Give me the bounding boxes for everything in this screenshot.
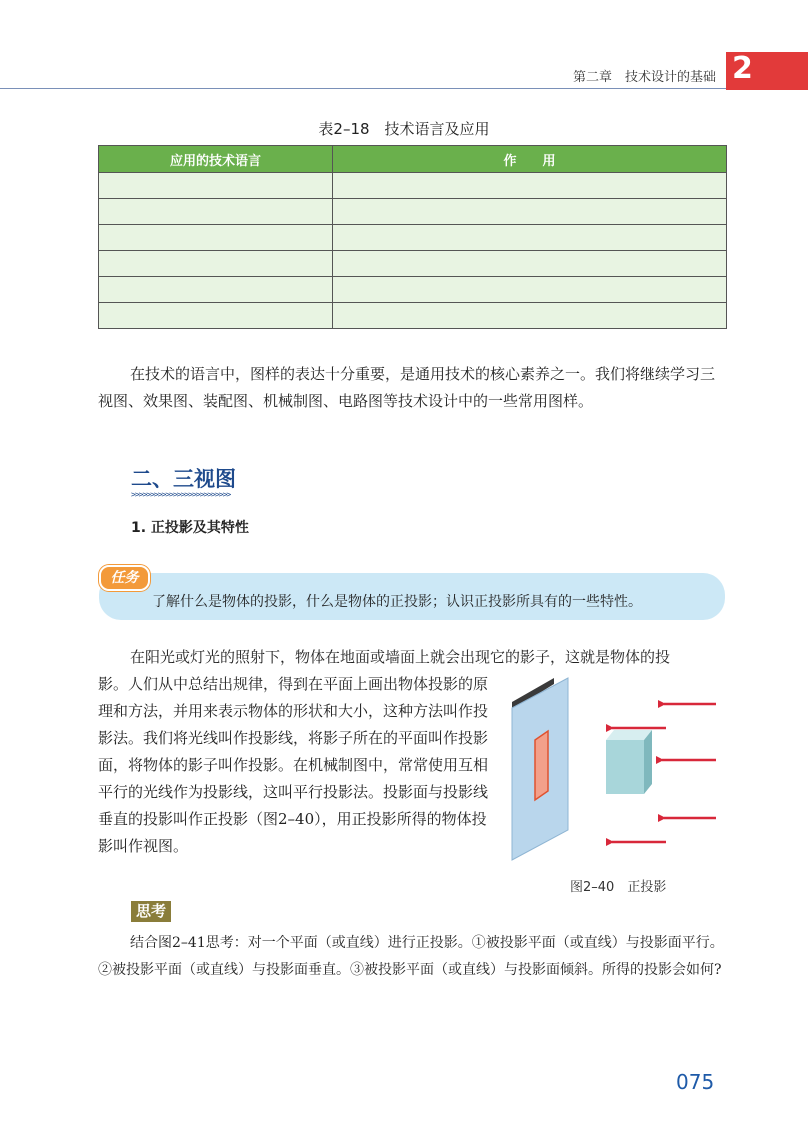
table-cell [99, 199, 333, 225]
projection-paragraph-first-line: 在阳光或灯光的照射下，物体在地面或墙面上就会出现它的影子，这就是物体的投 [130, 648, 671, 666]
section-title: 二、三视图 [131, 467, 236, 491]
cube-right [644, 730, 652, 794]
table-row [99, 251, 727, 277]
intro-paragraph: 在技术的语言中，图样的表达十分重要，是通用技术的核心素养之一。我们将继续学习三视图、效果图、装配图、机械制图、电路图等技术设计中的一些常用图样。 [98, 365, 716, 410]
task-badge: 任务 [99, 565, 150, 591]
table-cell [333, 251, 727, 277]
page-number: 075 [676, 1070, 715, 1094]
table-cell [333, 173, 727, 199]
tech-language-table [98, 145, 727, 329]
cube-top [606, 730, 652, 740]
table-row [99, 225, 727, 251]
header-usage: 作 用 [333, 146, 727, 173]
chapter-number: 2 [732, 51, 753, 86]
table-cell [99, 303, 333, 329]
table-row [99, 303, 727, 329]
table-cell [99, 225, 333, 251]
table-header-row [99, 146, 727, 173]
projection-shadow [535, 731, 548, 800]
projection-paragraph: 影。人们从中总结出规律，得到在平面上画出物体投影的原理和方法，并用来表示物体的形状和大小，这种方法叫作投影法。我们将光线叫作投影线，将影子所在的平面叫作投影面，将物体的影子叫作投影。在机械制图中，常常使用互相平行的光线作为投影线，这叫平行投影法。投影面与投影线垂直的投影叫作正投影（图2–40），用正投影所得的物体投影叫作视图。 [98, 675, 489, 855]
chapter-title: 第二章 技术设计的基础 [572, 70, 716, 85]
table-cell [333, 199, 727, 225]
task-text: 了解什么是物体的投影，什么是物体的正投影；认识正投影所具有的一些特性。 [152, 594, 642, 610]
table-cell [99, 173, 333, 199]
figure-caption: 图2–40 正投影 [570, 880, 667, 895]
think-badge: 思考 [131, 901, 171, 922]
table-cell [99, 277, 333, 303]
table-cell [99, 251, 333, 277]
orthographic-projection-figure [504, 672, 728, 864]
table-row [99, 277, 727, 303]
table-row [99, 173, 727, 199]
table-cell [333, 277, 727, 303]
cube-front [606, 740, 644, 794]
header-rule [0, 88, 730, 89]
table-caption: 表2–18 技术语言及应用 [318, 120, 490, 138]
subsection-title: 1. 正投影及其特性 [131, 520, 249, 536]
table-row [99, 199, 727, 225]
think-text: 结合图2–41思考：对一个平面（或直线）进行正投影。①被投影平面（或直线）与投影面平行。②被投影平面（或直线）与投影面垂直。③被投影平面（或直线）与投影面倾斜。所得的投影会如何? [98, 935, 724, 978]
section-decoration: >>>>>>>>>>>>>>>>>>>>>>>>>> [131, 490, 231, 499]
table-cell [333, 303, 727, 329]
header-language: 应用的技术语言 [99, 146, 333, 173]
table-cell [333, 225, 727, 251]
